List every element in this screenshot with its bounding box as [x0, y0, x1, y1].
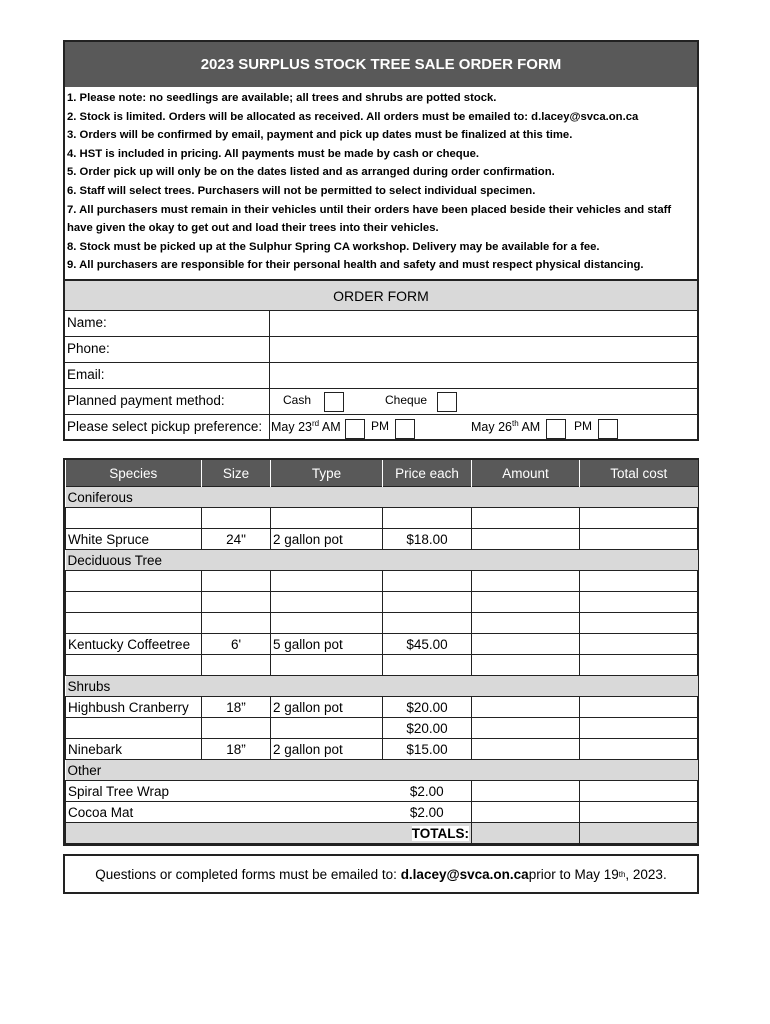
col-price: Price each	[383, 460, 472, 487]
may26-pm-checkbox[interactable]	[598, 419, 618, 439]
name-field[interactable]	[270, 311, 697, 336]
email-field[interactable]	[270, 363, 697, 388]
footer-text: Questions or completed forms must be emailed to:	[95, 866, 397, 882]
col-size: Size	[202, 460, 271, 487]
phone-row	[65, 337, 697, 363]
category-row: Coniferous	[66, 487, 698, 508]
payment-label: Planned payment method:	[67, 393, 225, 408]
table-row: Spiral Tree Wrap $2.00	[66, 781, 698, 802]
amount-cell[interactable]	[472, 529, 580, 550]
cash-label: Cash	[283, 393, 312, 407]
table-header-row	[66, 460, 698, 487]
total-cell[interactable]	[580, 802, 698, 823]
cash-checkbox[interactable]	[324, 392, 344, 412]
species-table	[63, 458, 699, 846]
table-row	[66, 655, 698, 676]
category-row: Shrubs	[66, 676, 698, 697]
may23-pm-checkbox[interactable]	[395, 419, 415, 439]
total-cell[interactable]	[580, 718, 698, 739]
may26-pm-label: PM	[574, 419, 592, 433]
amount-cell[interactable]	[472, 802, 580, 823]
table-row	[66, 613, 698, 634]
total-cell[interactable]	[580, 529, 698, 550]
note-4: 4. HST is included in pricing. All payments must be made by cash or cheque.	[67, 147, 480, 160]
total-cell[interactable]	[580, 634, 698, 655]
table-row	[66, 592, 698, 613]
table-row: $20.00	[66, 718, 698, 739]
table-row: Cocoa Mat $2.00	[66, 802, 698, 823]
payment-row	[65, 389, 697, 415]
footer-email-link[interactable]: d.lacey@svca.on.ca	[400, 866, 529, 882]
name-row	[65, 311, 697, 337]
may26-am-checkbox[interactable]	[546, 419, 566, 439]
total-cell[interactable]	[580, 739, 698, 760]
contact-footer: Questions or completed forms must be emailed to: d.lacey@svca.on.ca prior to May 19 th , 2023.	[63, 854, 699, 894]
may23-am-checkbox[interactable]	[345, 419, 365, 439]
totals-label: TOTALS:	[411, 825, 469, 841]
total-cell[interactable]	[580, 781, 698, 802]
table-row: Kentucky Coffeetree 6' 5 gallon pot $45.00	[66, 634, 698, 655]
cheque-checkbox[interactable]	[437, 392, 457, 412]
note-7: 7. All purchasers must remain in their vehicles until their orders have been placed beside their vehicles and staff have given the okay to get out and load their trees into their vehicles.	[67, 203, 672, 235]
category-row: Other	[66, 760, 698, 781]
note-6: 6. Staff will select trees. Purchasers will not be permitted to select individual specimen.	[67, 184, 536, 197]
note-8: 8. Stock must be picked up at the Sulphur Spring CA workshop. Delivery may be available for a fee.	[67, 240, 600, 253]
table-row: White Spruce 24" 2 gallon pot $18.00	[66, 529, 698, 550]
note-3: 3. Orders will be confirmed by email, payment and pick up dates must be finalized at this time.	[67, 129, 573, 142]
col-type: Type	[271, 460, 383, 487]
amount-cell[interactable]	[472, 781, 580, 802]
col-amount: Amount	[472, 460, 580, 487]
phone-label: Phone:	[67, 341, 110, 356]
note-5: 5. Order pick up will only be on the dates listed and as arranged during order confirmation.	[67, 166, 555, 179]
may23-pm-label: PM	[371, 419, 389, 433]
amount-cell[interactable]	[472, 718, 580, 739]
note-2: 2. Stock is limited. Orders will be allocated as received. All orders must be emailed to: d.lacey@svca.on.ca	[67, 110, 639, 123]
phone-field[interactable]	[270, 337, 697, 362]
table-row: Highbush Cranberry 18” 2 gallon pot $20.00	[66, 697, 698, 718]
cheque-label: Cheque	[385, 393, 428, 407]
amount-cell[interactable]	[472, 739, 580, 760]
category-row: Deciduous Tree	[66, 550, 698, 571]
email-label: Email:	[67, 367, 105, 382]
col-species: Species	[66, 460, 202, 487]
col-total: Total cost	[580, 460, 698, 487]
pickup-label: Please select pickup preference:	[67, 419, 263, 434]
form-title: 2023 SURPLUS STOCK TREE SALE ORDER FORM	[65, 42, 697, 87]
email-row	[65, 363, 697, 389]
table-row	[66, 571, 698, 592]
may26-label: May 26th AM	[471, 419, 541, 435]
table-row: Ninebark 18” 2 gallon pot $15.00	[66, 739, 698, 760]
order-form-heading: ORDER FORM	[65, 279, 697, 311]
may23-label: May 23rd AM	[271, 419, 341, 435]
table-row	[66, 508, 698, 529]
name-label: Name:	[67, 315, 107, 330]
amount-cell[interactable]	[472, 697, 580, 718]
amount-cell[interactable]	[472, 634, 580, 655]
total-cell[interactable]	[580, 697, 698, 718]
note-1: 1. Please note: no seedlings are available; all trees and shrubs are potted stock.	[67, 92, 497, 104]
note-9: 9. All purchasers are responsible for their personal health and safety and must respect physical distancing.	[67, 259, 644, 272]
notes-list	[65, 89, 697, 279]
pickup-row	[65, 415, 697, 441]
order-form-header-block	[63, 40, 699, 441]
totals-row	[66, 823, 698, 844]
